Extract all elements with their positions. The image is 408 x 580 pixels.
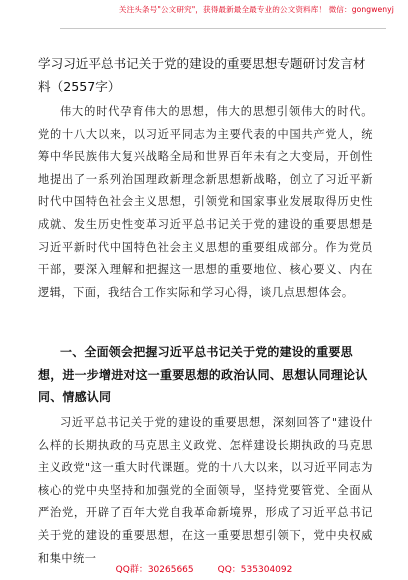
header-divider	[60, 28, 386, 29]
paragraph-section-1: 习近平总书记关于党的建设的重要思想，深刻回答了"建设什么样的长期执政的马克思主义政党、怎样建设长期执政的马克思主义政党"这一重大时代课题。党的十八大以来，以习近平同志为核心的党中央坚持和加强党的全面领导，坚持党要管党、全面从严治党，开辟了百年大党自我革命新境界，形成了习近平总书记关于党的建设的重要思想，在这一重要思想引领下，党中央权威和集中统一	[38, 416, 373, 565]
section-heading-1: 一、全面领会把握习近平总书记关于党的建设的重要思想，进一步增进对这一重要思想的政治认同、思想认同理论认同、情感认同	[38, 345, 368, 404]
document-title: 学习习近平总书记关于党的建设的重要思想专题研讨发言材料（2557字）	[38, 56, 366, 94]
footer-qq: QQ：535304092	[217, 565, 293, 575]
footer-qq-group: QQ群：30265665	[115, 565, 194, 575]
footer-contact	[0, 562, 408, 575]
paragraph-intro: 伟大的时代孕育伟大的思想，伟大的思想引领伟大的时代。党的十八大以来，以习近平同志为主要代表的中国共产党人，统筹中华民族伟大复兴战略全局和世界百年未有之大变局，开创性地提出了一系列治国理政新理念新思想新战略，创立了习近平新时代中国特色社会主义思想，引领党和国家事业发展取得历史性成就、发生历史性变革习近平总书记关于党的建设的重要思想是习近平新时代中国特色社会主义思想的重要组成部分。作为党员干部，要深入理解和把握这一思想的重要地位、核心要义、内在逻辑，下面，我结合工作实际和学习心得，谈几点思想体会。	[38, 105, 373, 299]
header-banner: 关注头条号"公文研究"，获得最新最全最专业的公文资料库！ 微信：gongwenyj	[118, 5, 394, 14]
